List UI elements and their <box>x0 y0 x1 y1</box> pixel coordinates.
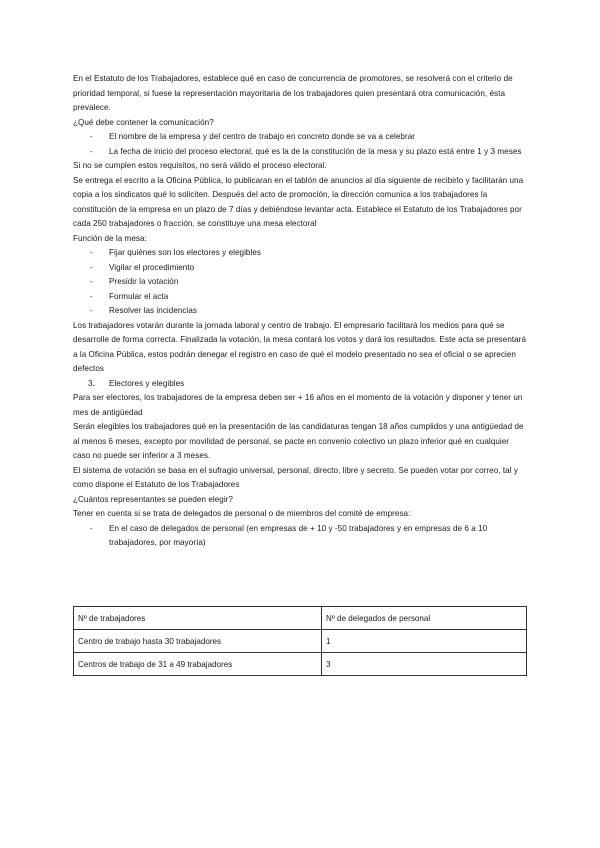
list-item: - Fijar quiénes son los electores y elegibles <box>73 246 528 261</box>
list-item: - Presidir la votación <box>73 275 528 290</box>
list-item: - Resolver las incidencias <box>73 304 528 319</box>
paragraph-elegibles: Serán elegibles los trabajadores qué en la presentación de las candidaturas tengan 18 años cumplidos y una antigüedad de al menos 6 meses, excepto por movilidad de personal, se pacte en convenio colectivo un plazo inferior qué en cualquier caso no puede ser inferior a 3 meses. <box>73 422 524 460</box>
list-item: - Vigilar el procedimiento <box>73 261 528 276</box>
table-cell: 3 <box>322 653 527 676</box>
table-row <box>74 653 527 676</box>
paragraph-votacion: Los trabajadores votarán durante la jornada laboral y centro de trabajo. El empresario facilitará los medios para qué se desarrolle de forma correcta. Finalizada la votación, la mesa contará los votos y dará los resultados. Este acta se presentará a la Oficina Pública, estos podrán denegar el registro en caso de qué el modelo presentado no sea el oficial o se aprecien defectos <box>73 320 527 373</box>
paragraph-requisitos: Si no se cumplen estos requisitos, no será válido el proceso electoral. <box>73 161 327 170</box>
list-item: - En el caso de delegados de personal (en empresas de + 10 y -50 trabajadores y en empresas de 6 a 10 trabajadores, por mayoría) <box>73 522 528 551</box>
table-row <box>74 630 527 653</box>
section-heading-electores <box>73 377 528 392</box>
question-representantes: ¿Cuántos representantes se pueden elegir? <box>73 494 233 504</box>
table-header-cell: Nº de delegados de personal <box>322 607 527 630</box>
list-item: - Formular el acta <box>73 290 528 305</box>
section-title: Electores y elegibles <box>109 378 185 388</box>
list-item: - La fecha de inicio del proceso electoral, qué es la de la constitución de la mesa y su plazo está entre 1 y 3 meses <box>73 145 528 160</box>
paragraph-sistema-votacion: El sistema de votación se basa en el sufragio universal, personal, directo, libre y secreto. Se pueden votar por correo, tal y como dispone el Estatuto de los Trabajadores <box>73 465 518 489</box>
question-comunicacion: ¿Qué debe contener la comunicación? <box>73 117 214 127</box>
list-funcion-mesa <box>73 246 528 319</box>
delegados-table <box>73 606 527 676</box>
list-comunicacion <box>73 130 528 159</box>
document-body <box>73 72 528 551</box>
heading-funcion-mesa: Función de la mesa: <box>73 233 147 243</box>
table-cell: Centro de trabajo hasta 30 trabajadores <box>74 630 322 653</box>
table-header-row <box>74 607 527 630</box>
paragraph-concurrencia: En el Estatuto de los Trabajadores, establece qué en caso de concurrencia de promotores, se resolverá con el criterio de prioridad temporal, si fuese la representación mayoritaria de los trabajadores quien presentará otra comunicación, ésta prevalece. <box>73 74 513 112</box>
table-cell: Centros de trabajo de 31 a 49 trabajadores <box>74 653 322 676</box>
paragraph-oficina-publica: Se entrega el escrito a la Oficina Pública, lo publicaran en el tablón de anuncios al día siguiente de recibirlo y facilitarán una copia a los sindicatos qué lo soliciten. Después del acto de promoción, la dirección comunica a los trabajadores la constitución de la empresa en un plazo de 7 días y debiéndose levantar acta. Establece el Estatuto de los Trabajadores por cada 250 trabajadores o fracción, se constituye una mesa electoral <box>73 175 524 228</box>
table-cell: 1 <box>322 630 527 653</box>
section-number: 3. <box>88 378 95 388</box>
table-header-cell: Nº de trabajadores <box>74 607 322 630</box>
list-item: - El nombre de la empresa y del centro de trabajo en concreto donde se va a celebrar <box>73 130 528 145</box>
paragraph-electores: Para ser electores, los trabajadores de la empresa deben ser + 16 años en el momento de la votación y disponer y tener un mes de antigüedad <box>73 393 523 417</box>
list-delegados <box>73 522 528 551</box>
paragraph-delegados: Tener en cuenta si se trata de delegados de personal o de miembros del comité de empresa: <box>73 509 411 518</box>
